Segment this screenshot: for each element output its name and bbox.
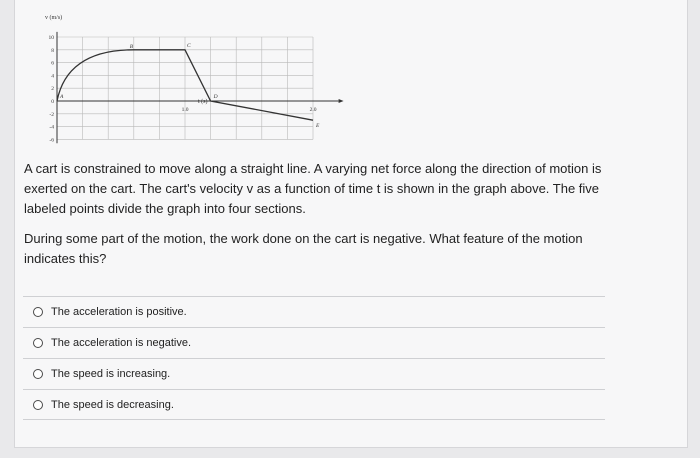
answer-option[interactable] <box>23 389 605 420</box>
y-tick-label: 6 <box>51 60 54 67</box>
x-tick-label: 2.0 <box>309 107 317 113</box>
point-label: D <box>213 94 218 100</box>
answer-label: The acceleration is positive. <box>51 306 187 318</box>
answer-options <box>23 296 605 420</box>
graph-grid <box>57 37 313 139</box>
y-tick-labels <box>49 35 55 143</box>
y-tick-label: 10 <box>48 35 54 41</box>
y-axis-label: v (m/s) <box>45 15 63 21</box>
radio-button[interactable] <box>33 338 43 348</box>
x-axis-arrow <box>339 99 344 103</box>
question-paragraph-1: A cart is constrained to move along a straight line. A varying net force along the direction of motion is exerted on the cart. The cart's velocity v as a function of time t is shown in the graph above. The five labeled points divide the graph into four sections. <box>24 161 602 216</box>
radio-button[interactable] <box>33 369 43 379</box>
point-label: C <box>187 42 191 49</box>
question-text <box>24 159 614 279</box>
y-tick-label: -2 <box>49 111 54 118</box>
point-label: A <box>60 94 64 100</box>
y-tick-label: -6 <box>49 137 54 144</box>
point-label: B <box>129 43 134 50</box>
y-tick-label: 4 <box>51 73 54 80</box>
y-tick-label: 2 <box>51 86 54 93</box>
radio-button[interactable] <box>33 400 43 410</box>
point-labels <box>59 43 320 129</box>
answer-option[interactable] <box>23 296 605 327</box>
answer-label: The speed is decreasing. <box>51 398 174 411</box>
y-tick-label: 0 <box>51 99 54 105</box>
question-card <box>14 0 688 448</box>
answer-option[interactable] <box>23 327 605 358</box>
y-tick-label: -4 <box>49 124 54 131</box>
question-paragraph-2: During some part of the motion, the work done on the cart is negative. What feature of the motion indicates this? <box>24 231 583 266</box>
y-tick-label: 8 <box>51 47 54 54</box>
answer-label: The acceleration is negative. <box>51 337 192 349</box>
answer-label: The speed is increasing. <box>51 368 171 380</box>
answer-option[interactable] <box>23 358 605 389</box>
x-tick-label: 1.0 <box>181 107 189 113</box>
x-axis-label: t (s) <box>198 99 208 105</box>
radio-button[interactable] <box>33 307 43 317</box>
velocity-time-graph <box>35 6 320 146</box>
point-label: E <box>316 123 320 130</box>
